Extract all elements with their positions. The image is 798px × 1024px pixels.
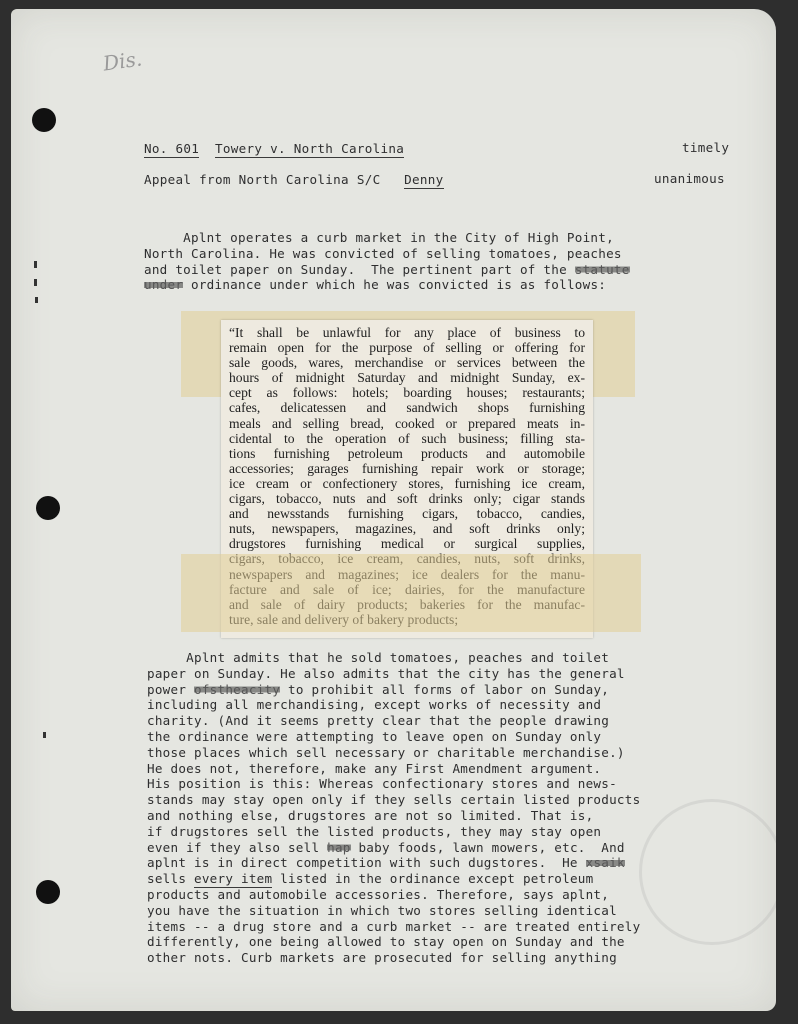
appeal-from: Appeal from North Carolina S/C (144, 172, 381, 187)
case-number: No. 601 (144, 141, 200, 156)
text-segment: listed in the ordinance except petroleum (272, 871, 594, 887)
punch-hole (36, 880, 60, 904)
struck-word: statute (574, 261, 630, 277)
clipping-line: sale goods, wares, merchandise or services between the (229, 355, 585, 371)
clipping-line: meals and selling bread, cooked or prepared meats in- (229, 415, 585, 431)
case-title: Towery v. North Carolina (214, 141, 405, 156)
paragraph-1 (144, 230, 630, 293)
text-segment: aplnt is in direct competition with such dugstores. He (147, 855, 586, 871)
faded-seal-stamp (639, 799, 776, 945)
justice-name: Denny (404, 172, 444, 187)
note-timely: timely (682, 140, 730, 155)
text-line (147, 682, 640, 698)
text-line: stands may stay open only if they sells certain listed products (147, 792, 641, 808)
clipping-line: cafes, delicatessen and sandwich shops furnishing (229, 400, 585, 416)
clipping-line: accessories; garages furnishing repair work or storage; (229, 460, 585, 476)
text-line: Aplnt operates a curb market in the City of High Point, (144, 230, 614, 245)
clipping-line: and newsstands furnishing cigars, tobacco, candies, (229, 506, 585, 522)
paragraph-2 (147, 650, 640, 966)
clipping-line: cigars, tobacco, nuts and soft drinks only; cigar stands (229, 491, 585, 507)
text-segment: even if they also sell (147, 839, 328, 855)
clipping-line: ice cream or confectionery stores, furnishing ice cream, (229, 475, 585, 491)
struck-word: xsaik (585, 855, 625, 871)
text-line: Aplnt admits that he sold tomatoes, peaches and toilet (147, 650, 610, 665)
text-segment: to prohibit all forms of labor on Sunday, (280, 681, 610, 697)
text-segment: ordinance under which he was convicted is as follows: (183, 277, 607, 293)
clipping-line: cept as follows: hotels; boarding houses; restaurants; (229, 385, 585, 401)
struck-word: under (144, 277, 184, 293)
document-page (11, 9, 776, 1011)
text-line: products and automobile accessories. Therefore, says aplnt, (147, 886, 610, 902)
clipping-line: nuts, newspapers, magazines, and soft drinks only; (229, 521, 585, 537)
text-line (144, 262, 630, 278)
text-line: and nothing else, drugstores are not so limited. That is, (147, 807, 594, 823)
text-line (147, 855, 640, 871)
text-segment: and toilet paper on Sunday. The pertinent part of the (144, 261, 575, 277)
underlined-phrase: every item (194, 871, 273, 887)
text-line: if drugstores sell the listed products, they may stay open (147, 823, 602, 839)
text-line: He does not, therefore, make any First Amendment argument. (147, 760, 602, 776)
tape-strip (181, 554, 641, 632)
clipping-line: remain open for the purpose of selling or offering for (229, 340, 585, 356)
text-line: paper on Sunday. He also admits that the city has the general (147, 665, 625, 681)
text-segment: sells (147, 871, 194, 887)
text-line: North Carolina. He was convicted of selling tomatoes, peaches (144, 245, 622, 261)
text-line: items -- a drug store and a curb market -- are treated entirely (147, 918, 641, 934)
text-line (147, 871, 640, 887)
struck-word: hap (327, 839, 351, 855)
punch-hole (36, 496, 60, 520)
text-segment: baby foods, lawn mowers, etc. And (350, 839, 625, 855)
margin-mark (35, 297, 38, 303)
header-line-1 (144, 141, 404, 156)
text-line: charity. (And it seems pretty clear that the people drawing (147, 713, 610, 729)
punch-hole (32, 108, 56, 132)
margin-mark (34, 261, 37, 268)
text-line: differently, one being allowed to stay open on Sunday and the (147, 934, 625, 950)
text-line (144, 277, 630, 293)
clipping-line: hours of midnight Saturday and midnight Sunday, ex- (229, 370, 585, 386)
text-line: you have the situation in which two stores selling identical (147, 902, 617, 918)
clipping-line: drugstores furnishing medical or surgical supplies, (229, 536, 585, 552)
handwritten-note: Dis. (101, 46, 144, 76)
clipping-line: cidental to the operation of such business; filling sta- (229, 430, 585, 446)
text-line: the ordinance were attempting to leave open on Sunday only (147, 728, 602, 744)
struck-word: ofstheacity (194, 681, 281, 697)
text-line: those places which sell necessary or charitable merchandise.) (147, 744, 625, 760)
clipping-line: tions furnishing petroleum products and automobile (229, 445, 585, 461)
note-unanimous: unanimous (654, 171, 725, 186)
text-line: including all merchandising, except works of necessity and (147, 697, 602, 713)
clipping-line: “It shall be unlawful for any place of business to (229, 325, 585, 340)
margin-mark (43, 732, 46, 738)
text-line: His position is this: Whereas confectionary stores and news- (147, 776, 617, 792)
text-line: other nots. Curb markets are prosecuted for selling anything (147, 950, 617, 966)
text-segment: power (147, 681, 194, 697)
text-line (147, 840, 640, 856)
header-line-2 (144, 172, 444, 187)
margin-mark (34, 279, 37, 286)
